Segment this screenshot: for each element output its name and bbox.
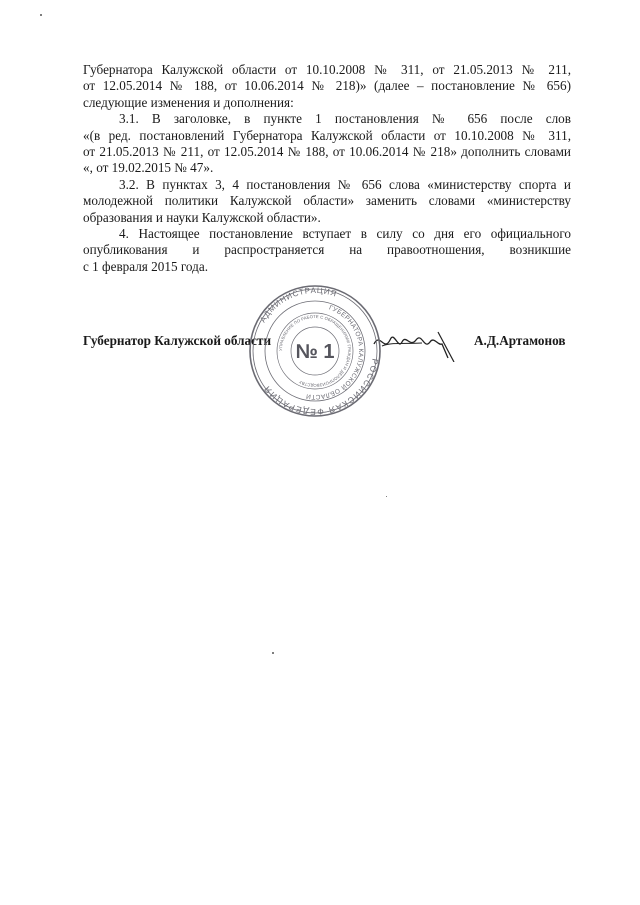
scan-speck xyxy=(272,652,274,654)
document-body xyxy=(83,62,571,275)
stamp-inner-text: ГУБЕРНАТОРА КАЛУЖСКОЙ ОБЛАСТИ xyxy=(305,304,365,401)
intro-line-2: от 12.05.2014 № 188, от 10.06.2014 № 218)» (далее – постановление № 656) xyxy=(83,78,571,94)
item-3-2-line-3: образования и науки Калужской области». xyxy=(83,209,321,225)
scan-speck xyxy=(40,14,42,16)
item-3-2-line-1: 3.2. В пунктах 3, 4 постановления № 656 слова «министерству спорта и xyxy=(119,176,571,192)
stamp-number: № 1 xyxy=(295,341,335,363)
signatory-name: А.Д.Артамонов xyxy=(474,333,566,348)
scan-speck xyxy=(386,496,387,497)
item-4-line-2: опубликования и распространяется на правоотношения, возникшие xyxy=(83,242,571,258)
item-3-1-line-2: «(в ред. постановлений Губернатора Калужской области от 10.10.2008 № 311, xyxy=(83,127,571,143)
stamp-inner-text-2: УПРАВЛЕНИЕ ПО РАБОТЕ С ОБРАЩЕНИЯМИ ГРАЖДАН И ДЕЛОПРОИЗВОДСТВУ xyxy=(277,313,353,389)
stamp-left-text: АДМИНИСТРАЦИЯ xyxy=(258,285,339,325)
item-3-1-line-1: 3.1. В заголовке, в пункте 1 постановления № 656 после слов xyxy=(119,111,571,127)
item-3-1-line-4: «, от 19.02.2015 № 47». xyxy=(83,160,214,176)
item-4-line-3: с 1 февраля 2015 года. xyxy=(83,258,208,274)
stamp-outer-text: РОССИЙСКАЯ ФЕДЕРАЦИЯ xyxy=(261,357,381,418)
item-4-line-1: 4. Настоящее постановление вступает в силу со дня его официального xyxy=(119,226,571,242)
intro-line-3: следующие изменения и дополнения: xyxy=(83,94,294,110)
signatory-position: Губернатор Калужской области xyxy=(83,333,272,348)
intro-line-1: Губернатора Калужской области от 10.10.2008 № 311, от 21.05.2013 № 211, xyxy=(83,62,571,77)
official-stamp xyxy=(248,284,382,418)
item-3-1-line-3: от 21.05.2013 № 211, от 12.05.2014 № 188, от 10.06.2014 № 218» дополнить словами xyxy=(83,144,571,160)
item-3-2-line-2: молодежной политики Калужской области» заменить словами «министерству xyxy=(83,193,571,209)
handwritten-signature xyxy=(372,322,462,362)
